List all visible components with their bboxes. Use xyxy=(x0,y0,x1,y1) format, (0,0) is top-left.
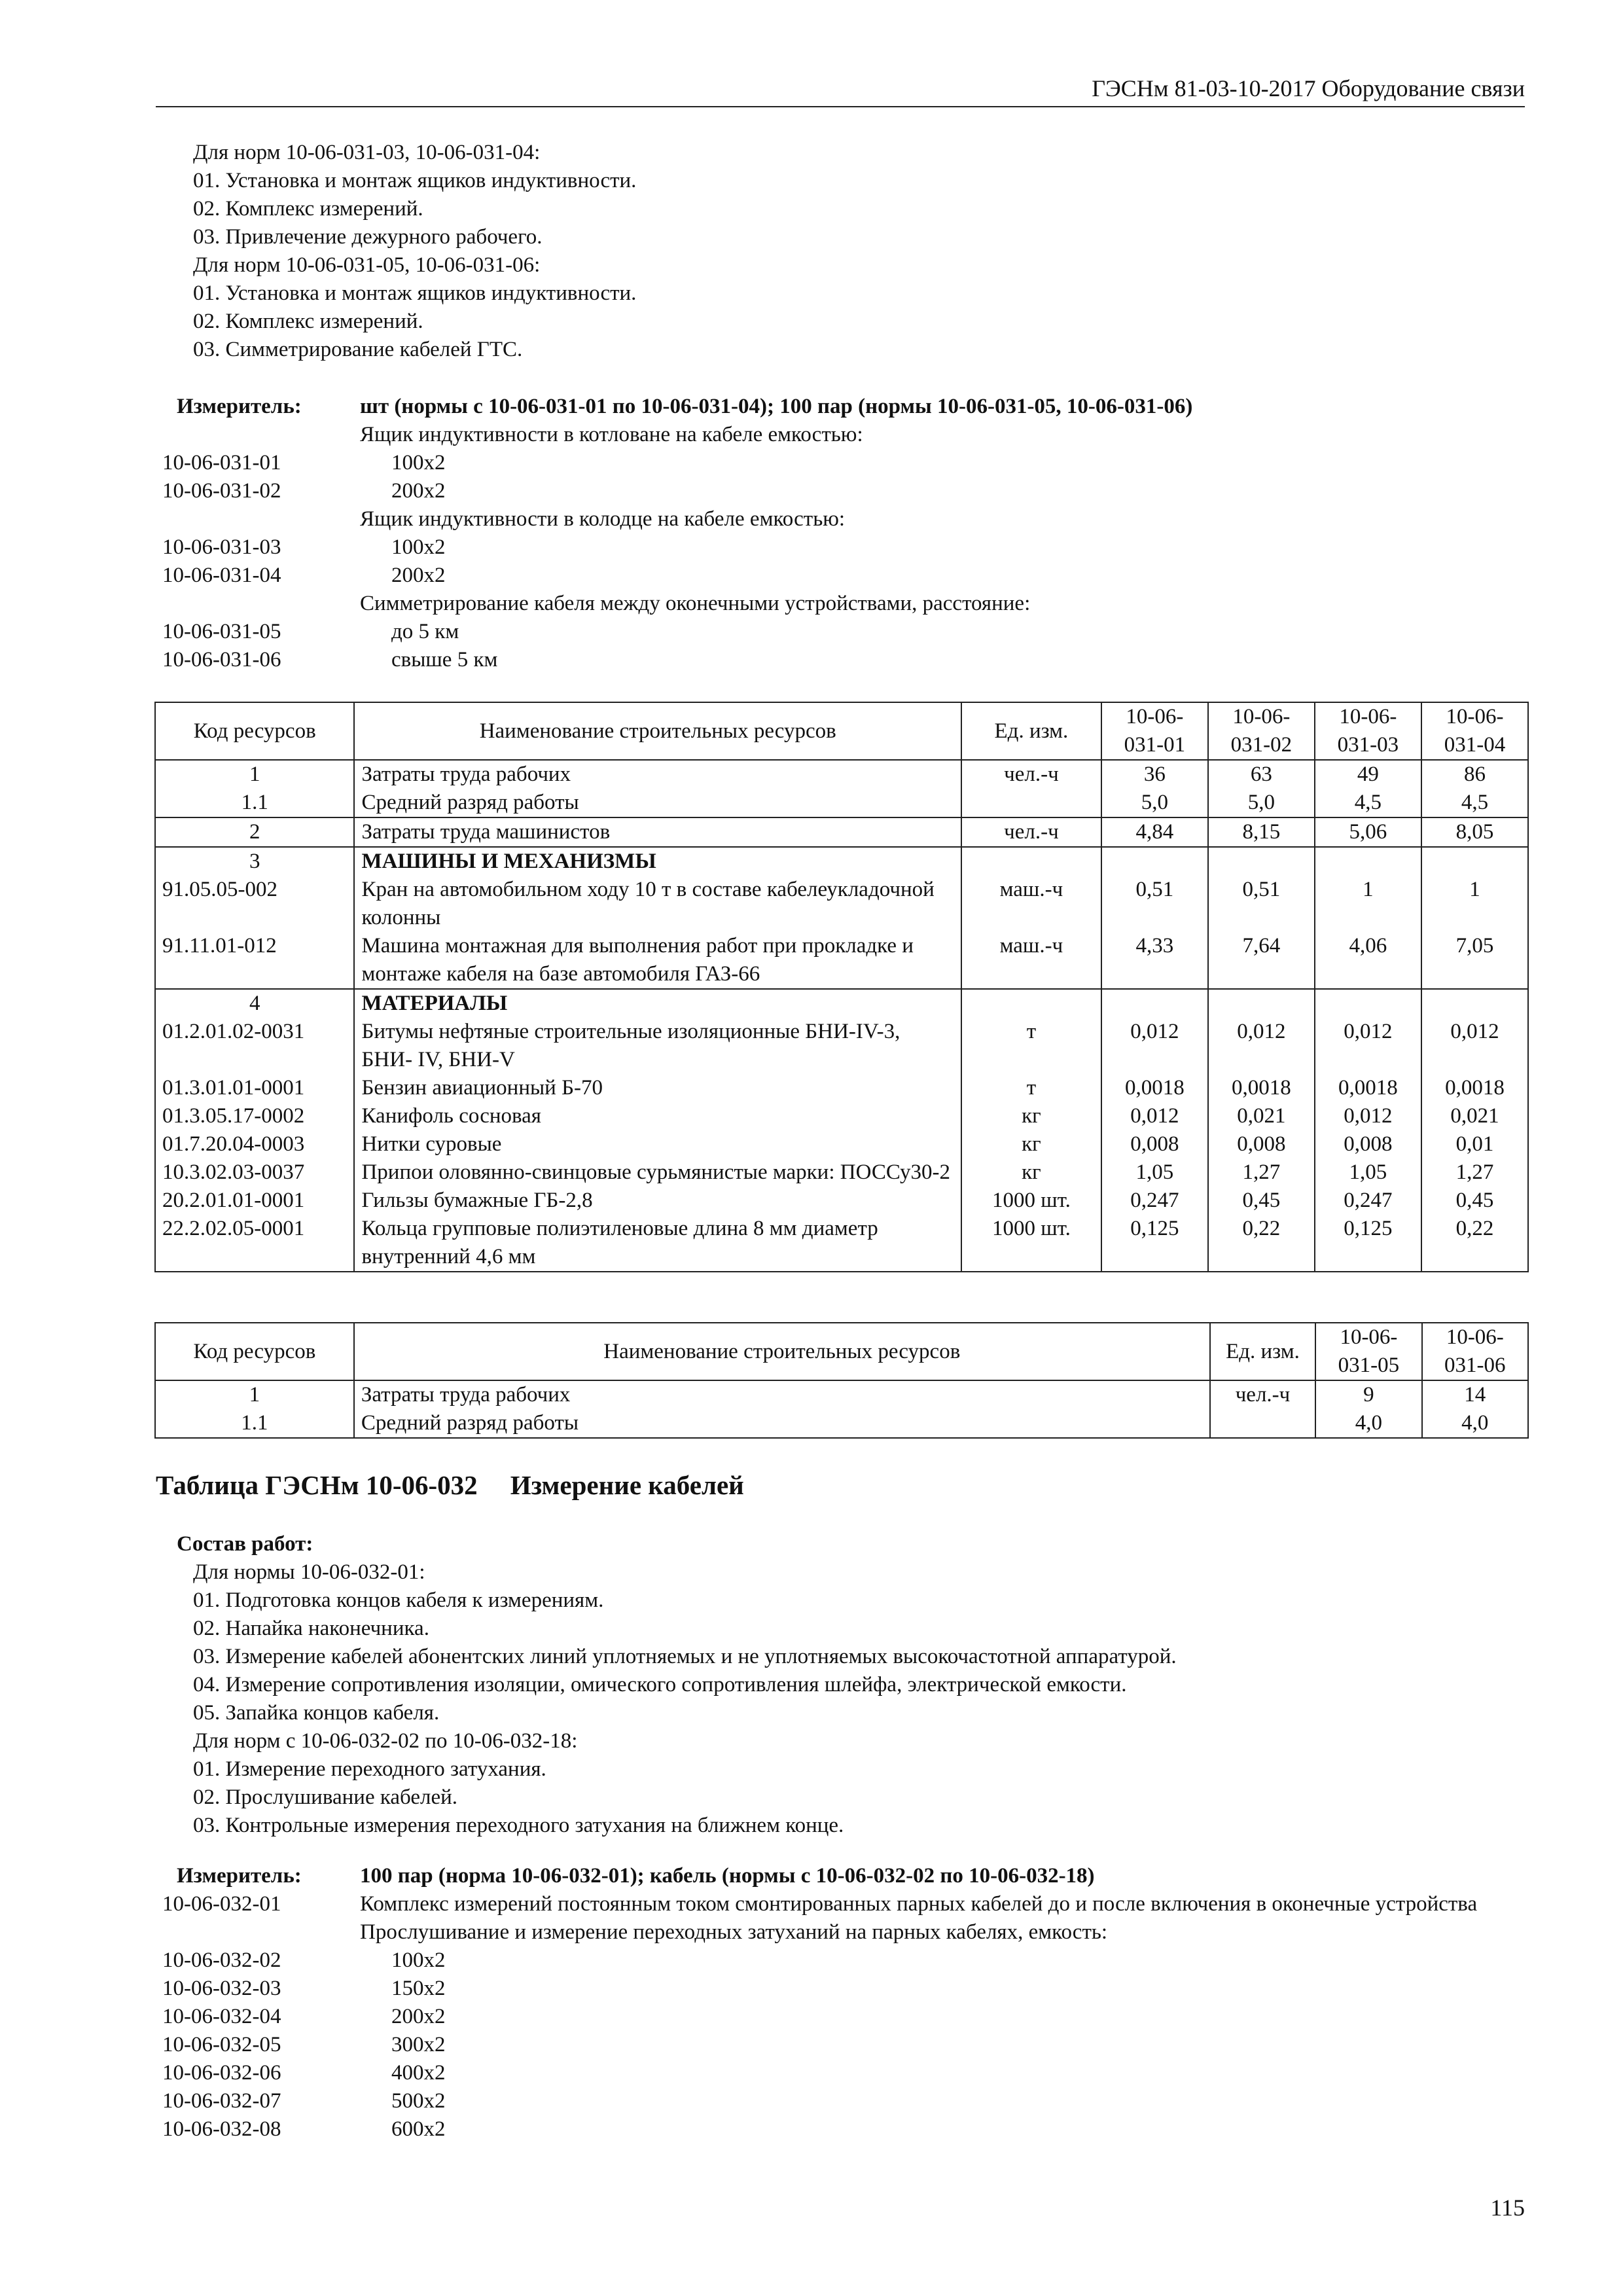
resource-unit: кг xyxy=(961,1102,1101,1130)
resource-name: Битумы нефтяные строительные изоляционные БНИ-IV-3, БНИ- IV, БНИ-V xyxy=(354,1018,961,1074)
intro-line: Для норм 10-06-031-05, 10-06-031-06: xyxy=(193,253,541,277)
norm-code: 10-06-032-04 xyxy=(162,2005,281,2028)
measure-row xyxy=(162,1946,1530,1975)
composition-label xyxy=(177,1530,313,1558)
column-header: Ед. изм. xyxy=(961,702,1101,760)
measure-header xyxy=(162,1862,1530,1890)
resource-unit: 1000 шт. xyxy=(961,1187,1101,1215)
norm-value xyxy=(1315,989,1421,1018)
norm-description: 200х2 xyxy=(391,479,446,503)
norm-value: 1 xyxy=(1315,876,1421,932)
column-header: 10-06- 031-03 xyxy=(1315,702,1421,760)
norm-description: Прослушивание и измерение переходных затуханий на парных кабелях, емкость: xyxy=(360,1920,1108,1944)
intro-line: 01. Установка и монтаж ящиков индуктивности. xyxy=(193,281,637,305)
norm-value: 5,0 xyxy=(1101,789,1208,817)
table-row xyxy=(155,1409,1528,1438)
norm-value: 86 xyxy=(1421,760,1528,789)
measure-header xyxy=(162,393,1530,421)
norm-value: 0,012 xyxy=(1101,1102,1208,1130)
resource-name: Кран на автомобильном ходу 10 т в составе кабелеукладочной колонны xyxy=(354,876,961,932)
norm-value: 0,01 xyxy=(1421,1130,1528,1158)
table-header-row xyxy=(155,702,1528,760)
norm-description: Комплекс измерений постоянным током смонтированных парных кабелей до и после включения в оконечные устройства xyxy=(360,1892,1478,1916)
resource-code: 2 xyxy=(155,817,354,847)
table-row xyxy=(155,847,1528,876)
norm-description: 150х2 xyxy=(391,1977,446,2000)
composition-line: 05. Запайка концов кабеля. xyxy=(193,1701,440,1725)
resource-unit: маш.-ч xyxy=(961,876,1101,932)
resource-name: Гильзы бумажные ГБ-2,8 xyxy=(354,1187,961,1215)
norm-value: 0,45 xyxy=(1421,1187,1528,1215)
norm-value: 4,33 xyxy=(1101,932,1208,989)
column-header: 10-06- 031-02 xyxy=(1208,702,1315,760)
norm-value xyxy=(1421,847,1528,876)
norm-code: 10-06-031-01 xyxy=(162,451,281,475)
norm-value: 0,012 xyxy=(1208,1018,1315,1074)
norm-value: 4,5 xyxy=(1315,789,1421,817)
table-row xyxy=(155,789,1528,817)
table-row xyxy=(155,876,1528,932)
resource-unit: чел.-ч xyxy=(961,760,1101,789)
norm-code: 10-06-032-08 xyxy=(162,2117,281,2141)
resource-unit: чел.-ч xyxy=(1210,1380,1316,1409)
table-row xyxy=(155,1158,1528,1187)
norm-code: 10-06-031-03 xyxy=(162,535,281,559)
column-header: 10-06- 031-06 xyxy=(1422,1323,1528,1380)
resource-name: Кольца групповые полиэтиленовые длина 8 мм диаметр внутренний 4,6 мм xyxy=(354,1215,961,1272)
resource-name: Канифоль сосновая xyxy=(354,1102,961,1130)
resource-code: 1 xyxy=(155,760,354,789)
norm-value: 0,012 xyxy=(1421,1018,1528,1074)
resource-unit: чел.-ч xyxy=(961,817,1101,847)
measure-row xyxy=(162,2087,1530,2115)
resource-code: 22.2.02.05-0001 xyxy=(155,1215,354,1272)
norm-value: 1,05 xyxy=(1101,1158,1208,1187)
norm-value: 4,06 xyxy=(1315,932,1421,989)
table-row xyxy=(155,760,1528,789)
composition-line: 01. Измерение переходного затухания. xyxy=(193,1757,546,1781)
norm-description: 100х2 xyxy=(391,451,446,475)
composition-line: Для норм с 10-06-032-02 по 10-06-032-18: xyxy=(193,1729,578,1753)
table-row xyxy=(155,1074,1528,1102)
norm-value: 0,0018 xyxy=(1315,1074,1421,1102)
measure-row xyxy=(162,449,1530,477)
norm-value: 0,247 xyxy=(1101,1187,1208,1215)
norm-value: 4,0 xyxy=(1315,1409,1421,1438)
norm-value: 0,45 xyxy=(1208,1187,1315,1215)
norm-code: 10-06-031-02 xyxy=(162,479,281,503)
norm-value: 1,27 xyxy=(1421,1158,1528,1187)
norm-value: 8,05 xyxy=(1421,817,1528,847)
table-header-row xyxy=(155,1323,1528,1380)
norm-code: 10-06-031-06 xyxy=(162,648,281,672)
norm-value: 36 xyxy=(1101,760,1208,789)
measure-section-2 xyxy=(162,1862,1530,2144)
norm-value: 0,0018 xyxy=(1208,1074,1315,1102)
resource-unit: кг xyxy=(961,1158,1101,1187)
norm-description: Симметрирование кабеля между оконечными устройствами, расстояние: xyxy=(360,592,1031,615)
resource-code: 10.3.02.03-0037 xyxy=(155,1158,354,1187)
measure-row xyxy=(162,2059,1530,2087)
intro-line: 02. Комплекс измерений. xyxy=(193,197,423,221)
resource-name: Затраты труда рабочих xyxy=(354,1380,1210,1409)
resource-code: 1.1 xyxy=(155,1409,354,1438)
norm-description: 100х2 xyxy=(391,535,446,559)
resource-unit: т xyxy=(961,1074,1101,1102)
work-composition-intro xyxy=(193,139,636,364)
norm-code xyxy=(162,1918,360,1946)
resource-name: Средний разряд работы xyxy=(354,789,961,817)
composition-line: 02. Напайка наконечника. xyxy=(193,1617,429,1640)
norm-value: 0,008 xyxy=(1208,1130,1315,1158)
norm-code: 10-06-032-06 xyxy=(162,2061,281,2085)
header-title: ГЭСНм 81-03-10-2017 Оборудование связи xyxy=(1092,75,1525,101)
norm-value: 0,012 xyxy=(1315,1018,1421,1074)
resource-name: МАШИНЫ И МЕХАНИЗМЫ xyxy=(354,847,961,876)
resource-code: 1.1 xyxy=(155,789,354,817)
norm-value: 14 xyxy=(1422,1380,1528,1409)
column-header: 10-06- 031-01 xyxy=(1101,702,1208,760)
norm-value xyxy=(1101,847,1208,876)
norm-value: 49 xyxy=(1315,760,1421,789)
norm-value: 63 xyxy=(1208,760,1315,789)
norm-value: 0,021 xyxy=(1421,1102,1528,1130)
measure-row xyxy=(162,618,1530,646)
norm-code xyxy=(162,505,360,533)
norm-value: 1,05 xyxy=(1315,1158,1421,1187)
measure-label: Измеритель: xyxy=(177,395,302,418)
resources-table-1 xyxy=(154,702,1529,1272)
resource-unit xyxy=(961,989,1101,1018)
measure-row xyxy=(162,1890,1530,1918)
resource-code: 01.3.05.17-0002 xyxy=(155,1102,354,1130)
norm-value: 0,0018 xyxy=(1421,1074,1528,1102)
table-row xyxy=(155,1380,1528,1409)
table-row xyxy=(155,989,1528,1018)
section-title xyxy=(156,1469,744,1501)
norm-description: Ящик индуктивности в колодце на кабеле емкостью: xyxy=(360,507,846,531)
norm-value: 0,22 xyxy=(1208,1215,1315,1272)
table-row xyxy=(155,932,1528,989)
resource-code: 20.2.01.01-0001 xyxy=(155,1187,354,1215)
norm-code: 10-06-032-02 xyxy=(162,1948,281,1972)
resource-unit: 1000 шт. xyxy=(961,1215,1101,1272)
norm-value: 0,125 xyxy=(1315,1215,1421,1272)
resource-name: Средний разряд работы xyxy=(354,1409,1210,1438)
column-header: Код ресурсов xyxy=(155,1323,354,1380)
page-number: 115 xyxy=(1490,2195,1525,2221)
norm-value: 0,51 xyxy=(1101,876,1208,932)
intro-line: 03. Симметрирование кабелей ГТС. xyxy=(193,338,523,361)
resource-code: 01.3.01.01-0001 xyxy=(155,1074,354,1102)
norm-code: 10-06-031-05 xyxy=(162,620,281,643)
norm-value: 0,247 xyxy=(1315,1187,1421,1215)
norm-value: 7,64 xyxy=(1208,932,1315,989)
resource-code: 1 xyxy=(155,1380,354,1409)
column-header: Наименование строительных ресурсов xyxy=(354,1323,1210,1380)
table-row xyxy=(155,817,1528,847)
measure-row xyxy=(162,477,1530,505)
measure-value: шт (нормы с 10-06-031-01 по 10-06-031-04); 100 пар (нормы 10-06-031-05, 10-06-031-06) xyxy=(360,395,1193,418)
norm-value: 5,0 xyxy=(1208,789,1315,817)
table-row xyxy=(155,1215,1528,1272)
norm-description: свыше 5 км xyxy=(391,648,498,672)
norm-value: 0,22 xyxy=(1421,1215,1528,1272)
resources-table-2 xyxy=(154,1322,1529,1439)
table-row xyxy=(155,1102,1528,1130)
column-header: Наименование строительных ресурсов xyxy=(354,702,961,760)
measure-row xyxy=(162,533,1530,562)
norm-value: 0,012 xyxy=(1315,1102,1421,1130)
norm-value: 4,84 xyxy=(1101,817,1208,847)
norm-value xyxy=(1208,847,1315,876)
resource-code: 01.7.20.04-0003 xyxy=(155,1130,354,1158)
resource-unit: маш.-ч xyxy=(961,932,1101,989)
measure-row xyxy=(162,421,1530,449)
norm-code xyxy=(162,590,360,618)
resource-name: Бензин авиационный Б-70 xyxy=(354,1074,961,1102)
intro-line: Для норм 10-06-031-03, 10-06-031-04: xyxy=(193,141,541,164)
norm-value xyxy=(1101,989,1208,1018)
measure-row xyxy=(162,1975,1530,2003)
table-row xyxy=(155,1018,1528,1074)
resource-code: 3 xyxy=(155,847,354,876)
norm-value: 1,27 xyxy=(1208,1158,1315,1187)
norm-value: 4,5 xyxy=(1421,789,1528,817)
column-header: Ед. изм. xyxy=(1210,1323,1316,1380)
measure-section-1 xyxy=(162,393,1530,674)
column-header: Код ресурсов xyxy=(155,702,354,760)
column-header: 10-06- 031-04 xyxy=(1421,702,1528,760)
resource-name: Затраты труда машинистов xyxy=(354,817,961,847)
measure-row xyxy=(162,505,1530,533)
norm-code xyxy=(162,421,360,449)
norm-description: 500х2 xyxy=(391,2089,446,2113)
section-title-code: Таблица ГЭСНм 10-06-032 xyxy=(156,1470,478,1500)
norm-value: 0,008 xyxy=(1315,1130,1421,1158)
measure-row xyxy=(162,2115,1530,2144)
intro-line: 03. Привлечение дежурного рабочего. xyxy=(193,225,543,249)
resource-unit xyxy=(1210,1409,1316,1438)
norm-value: 0,021 xyxy=(1208,1102,1315,1130)
measure-value: 100 пар (норма 10-06-032-01); кабель (нормы с 10-06-032-02 по 10-06-032-18) xyxy=(360,1864,1095,1888)
norm-value: 0,012 xyxy=(1101,1018,1208,1074)
composition-line: 02. Прослушивание кабелей. xyxy=(193,1785,458,1809)
resource-unit xyxy=(961,847,1101,876)
norm-value: 9 xyxy=(1315,1380,1421,1409)
composition-line: 01. Подготовка концов кабеля к измерениям. xyxy=(193,1588,604,1612)
resource-name: Машина монтажная для выполнения работ при прокладке и монтаже кабеля на базе автомобиля ГАЗ-66 xyxy=(354,932,961,989)
norm-code: 10-06-032-07 xyxy=(162,2089,281,2113)
norm-description: 200х2 xyxy=(391,2005,446,2028)
norm-description: до 5 км xyxy=(391,620,459,643)
norm-code: 10-06-032-03 xyxy=(162,1977,281,2000)
composition-line: 03. Измерение кабелей абонентских линий уплотняемых и не уплотняемых высокочастотной аппаратурой. xyxy=(193,1645,1177,1668)
measure-row xyxy=(162,590,1530,618)
resource-unit: кг xyxy=(961,1130,1101,1158)
resource-unit: т xyxy=(961,1018,1101,1074)
resource-code: 4 xyxy=(155,989,354,1018)
norm-description: 300х2 xyxy=(391,2033,446,2056)
norm-description: 600х2 xyxy=(391,2117,446,2141)
norm-value xyxy=(1421,989,1528,1018)
norm-value xyxy=(1315,847,1421,876)
norm-value: 1 xyxy=(1421,876,1528,932)
measure-label: Измеритель: xyxy=(177,1864,302,1888)
resource-name: Затраты труда рабочих xyxy=(354,760,961,789)
norm-value: 0,008 xyxy=(1101,1130,1208,1158)
resource-code: 01.2.01.02-0031 xyxy=(155,1018,354,1074)
norm-code: 10-06-032-01 xyxy=(162,1892,281,1916)
section-title-name: Измерение кабелей xyxy=(510,1470,744,1500)
measure-row xyxy=(162,562,1530,590)
norm-description: 200х2 xyxy=(391,564,446,587)
composition-line: 03. Контрольные измерения переходного затухания на ближнем конце. xyxy=(193,1814,844,1837)
measure-row xyxy=(162,2031,1530,2059)
resource-name: Нитки суровые xyxy=(354,1130,961,1158)
norm-description: Ящик индуктивности в котловане на кабеле емкостью: xyxy=(360,423,863,446)
table-row xyxy=(155,1130,1528,1158)
intro-line: 01. Установка и монтаж ящиков индуктивности. xyxy=(193,169,637,192)
resource-code: 91.11.01-012 xyxy=(155,932,354,989)
composition-label-text: Состав работ: xyxy=(177,1532,313,1556)
norm-value: 7,05 xyxy=(1421,932,1528,989)
norm-description: 100х2 xyxy=(391,1948,446,1972)
norm-code: 10-06-031-04 xyxy=(162,564,281,587)
norm-value: 5,06 xyxy=(1315,817,1421,847)
norm-value: 8,15 xyxy=(1208,817,1315,847)
norm-value xyxy=(1208,989,1315,1018)
column-header: 10-06- 031-05 xyxy=(1315,1323,1421,1380)
measure-row xyxy=(162,646,1530,674)
resource-unit xyxy=(961,789,1101,817)
measure-row xyxy=(162,1918,1530,1946)
composition-line: 04. Измерение сопротивления изоляции, омического сопротивления шлейфа, электрической емкости. xyxy=(193,1673,1127,1696)
norm-value: 0,0018 xyxy=(1101,1074,1208,1102)
composition-list xyxy=(193,1558,1177,1840)
norm-description: 400х2 xyxy=(391,2061,446,2085)
resource-name: Припои оловянно-свинцовые сурьмянистые марки: ПОССу30-2 xyxy=(354,1158,961,1187)
norm-value: 4,0 xyxy=(1422,1409,1528,1438)
norm-code: 10-06-032-05 xyxy=(162,2033,281,2056)
table-row xyxy=(155,1187,1528,1215)
resource-name: МАТЕРИАЛЫ xyxy=(354,989,961,1018)
measure-row xyxy=(162,2003,1530,2031)
intro-line: 02. Комплекс измерений. xyxy=(193,310,423,333)
composition-line: Для нормы 10-06-032-01: xyxy=(193,1560,425,1584)
norm-value: 0,51 xyxy=(1208,876,1315,932)
norm-value: 0,125 xyxy=(1101,1215,1208,1272)
running-header xyxy=(156,73,1525,107)
resource-code: 91.05.05-002 xyxy=(155,876,354,932)
